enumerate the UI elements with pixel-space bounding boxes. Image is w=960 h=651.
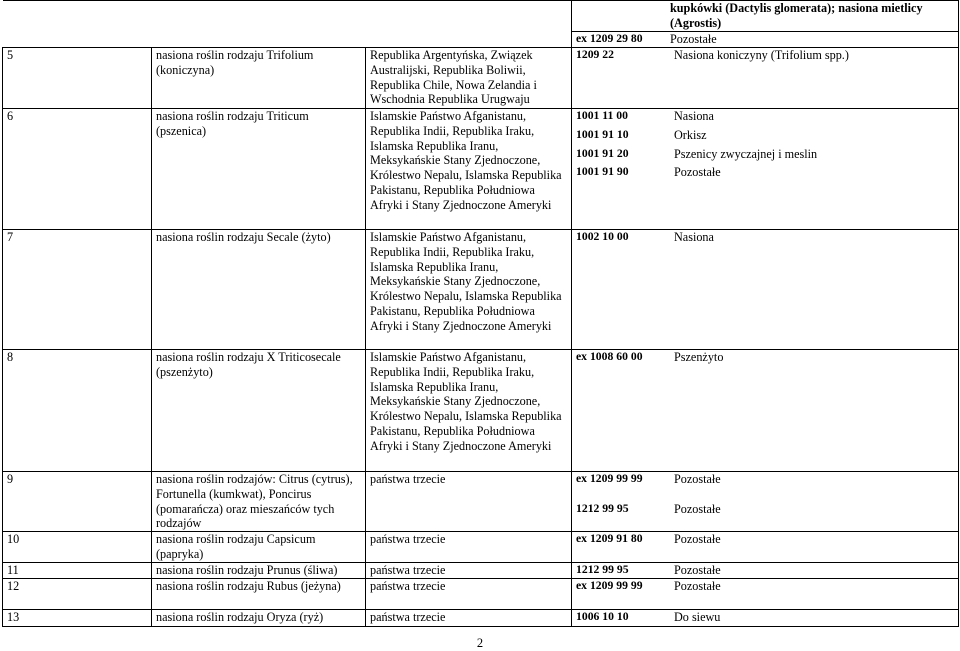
cn-description: Do siewu [674, 610, 721, 625]
cn-code: 1212 99 95 [576, 563, 629, 577]
plant-name: nasiona roślin rodzaju Triticum (pszenica) [152, 109, 366, 230]
cn-description: Nasiona koniczyny (Trifolium spp.) [674, 48, 849, 62]
cn-code: 1006 10 10 [576, 610, 629, 624]
row-number: 5 [3, 48, 152, 109]
page-number: 2 [476, 636, 484, 650]
plant-name: nasiona roślin rodzajów: Citrus (cytrus), Fortunella (kumkwat), Poncirus (pomarańcza) oraz mieszańców tych rodzajów [152, 472, 366, 532]
row-number: 13 [3, 610, 152, 627]
cn-code: ex 1209 91 80 [576, 532, 643, 546]
plant-name: nasiona roślin rodzaju Oryza (ryż) [152, 610, 366, 627]
plant-name: nasiona roślin rodzaju Trifolium (koniczyna) [152, 48, 366, 109]
cn-description: Pozostałe [674, 501, 721, 516]
plant-name: nasiona roślin rodzaju Rubus (jeżyna) [152, 579, 366, 610]
cn-description: Pozostałe [674, 579, 721, 594]
cn-code: 1212 99 95 [576, 501, 629, 515]
cn-description: Nasiona [674, 230, 714, 244]
table-row-11 [3, 563, 959, 579]
countries: państwa trzecie [366, 610, 572, 627]
continuation-label: Pozostałe [670, 31, 717, 46]
cn-description: Orkisz [674, 127, 707, 142]
countries: Islamskie Państwo Afganistanu, Republika Indii, Republika Iraku, Islamska Republika Iranu, Meksykańskie Stany Zjednoczone, Królestwo Nepalu, Islamska Republika Pakistanu, Republika Południowa Afryki i Stany Zjednoczone Ameryki [366, 350, 572, 472]
table-row-9 [3, 472, 959, 532]
countries: Islamskie Państwo Afganistanu, Republika Indii, Republika Iraku, Islamska Republika Iranu, Meksykańskie Stany Zjednoczone, Królestwo Nepalu, Islamska Republika Pakistanu, Republika Południowa Afryki i Stany Zjednoczone Ameryki [366, 109, 572, 230]
cn-description: Nasiona [674, 109, 714, 123]
cn-code: 1002 10 00 [576, 230, 629, 243]
countries: państwa trzecie [366, 532, 572, 563]
cn-code: ex 1209 99 99 [576, 579, 643, 593]
continuation-row [3, 1, 959, 48]
cn-code: 1001 91 10 [576, 127, 629, 141]
cn-description: Pozostałe [674, 563, 721, 578]
table-row-6 [3, 109, 959, 230]
countries: państwa trzecie [366, 472, 572, 532]
row-number: 7 [3, 230, 152, 350]
cn-code: 1001 91 90 [576, 165, 629, 179]
table-row-8 [3, 350, 959, 472]
countries: Republika Argentyńska, Związek Australijski, Republika Boliwii, Republika Chile, Nowa Zelandia i Wschodnia Republika Urugwaju [366, 48, 572, 109]
plant-name: nasiona roślin rodzaju Capsicum (papryka) [152, 532, 366, 563]
cn-code: ex 1209 99 99 [576, 472, 643, 485]
table-row-5 [3, 48, 959, 109]
regulation-table [2, 0, 959, 627]
countries: państwa trzecie [366, 579, 572, 610]
cn-description: Pozostałe [674, 532, 721, 547]
plant-name: nasiona roślin rodzaju X Triticosecale (pszenżyto) [152, 350, 366, 472]
continuation-code: ex 1209 29 80 [576, 31, 643, 45]
plant-name: nasiona roślin rodzaju Prunus (śliwa) [152, 563, 366, 579]
cn-description: Pszenicy zwyczajnej i meslin [674, 146, 818, 161]
cn-code: 1001 91 20 [576, 146, 629, 160]
cn-description: Pszenżyto [674, 350, 724, 364]
table-row-10 [3, 532, 959, 563]
row-number: 10 [3, 532, 152, 563]
continuation-description: kupkówki (Dactylis glomerata); nasiona mietlicy (Agrostis) [670, 1, 923, 30]
plant-name: nasiona roślin rodzaju Secale (żyto) [152, 230, 366, 350]
cn-code: 1209 22 [576, 48, 614, 61]
table-row-13 [3, 610, 959, 627]
cn-description: Pozostałe [674, 165, 721, 180]
row-number: 12 [3, 579, 152, 610]
row-number: 6 [3, 109, 152, 230]
cn-description: Pozostałe [674, 472, 721, 486]
table-row-12 [3, 579, 959, 610]
countries: Islamskie Państwo Afganistanu, Republika Indii, Republika Iraku, Islamska Republika Iranu, Meksykańskie Stany Zjednoczone, Królestwo Nepalu, Islamska Republika Pakistanu, Republika Południowa Afryki i Stany Zjednoczone Ameryki [366, 230, 572, 350]
row-number: 8 [3, 350, 152, 472]
cn-code: ex 1008 60 00 [576, 350, 643, 363]
cn-code: 1001 11 00 [576, 109, 628, 122]
table-row-7 [3, 230, 959, 350]
countries: państwa trzecie [366, 563, 572, 579]
row-number: 11 [3, 563, 152, 579]
row-number: 9 [3, 472, 152, 532]
